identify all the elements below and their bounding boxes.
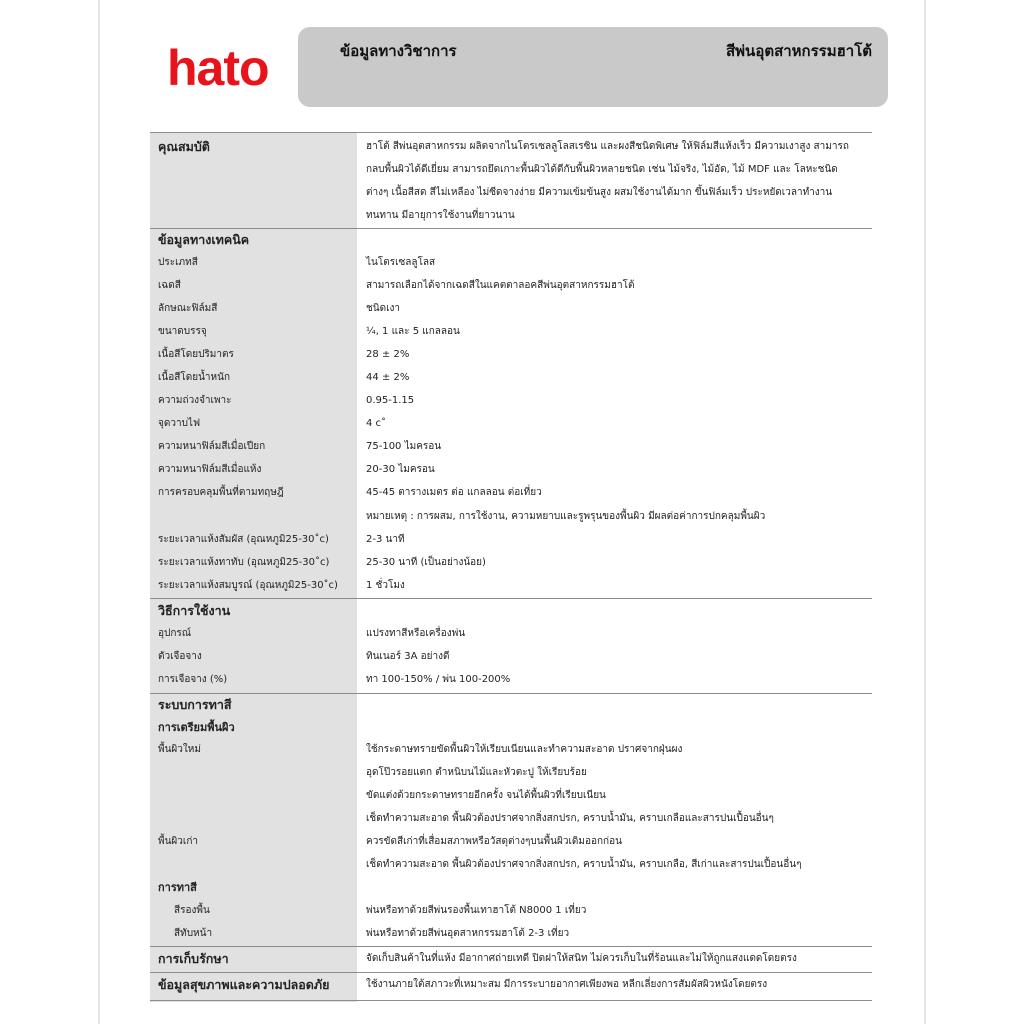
row-label: การครอบคลุมพื้นที่ตามทฤษฎี xyxy=(158,487,284,498)
row-value: ฮาโต้ สีพ่นอุตสาหกรรม ผลิตจากไนโตรเซลลูโลสเรซิน และผงสีชนิดพิเศษ ให้ฟิล์มสีแห้งเร็ว มีความเงาสูง สามารถ xyxy=(366,141,849,152)
row-label: การเก็บรักษา xyxy=(158,951,229,966)
row-value: พ่นหรือทาด้วยสีพ่นอุตสาหกรรมฮาโต้ 2-3 เที่ยว xyxy=(366,928,570,939)
row-label: จุดวาบไฟ xyxy=(158,418,201,429)
row-value: กลบพื้นผิวได้ดีเยี่ยม สามารถยึดเกาะพื้นผิวได้ดีกับพื้นผิวหลายชนิด เช่น ไม้จริง, ไม้อัด, ไม้ MDF และ โลหะชนิด xyxy=(366,164,838,175)
row-value: 45-45 ตารางเมตร ต่อ แกลลอน ต่อเที่ยว xyxy=(366,487,542,498)
row-value: เช็ดทำความสะอาด พื้นผิวต้องปราศจากสิ่งสกปรก, คราบน้ำมัน, คราบเกลือ, สีเก่าและสารปนเปื้อนอื่นๆ xyxy=(366,859,802,870)
row-value: ใช้งานภายใต้สภาวะที่เหมาะสม มีการระบายอากาศเพียงพอ หลีกเลี่ยงการสัมผัสผิวหนังโดยตรง xyxy=(366,979,768,990)
page-border-right xyxy=(924,0,926,1024)
row-label: ความหนาฟิล์มสีเมื่อแห้ง xyxy=(158,464,262,475)
row-value: ไนโตรเซลลูโลส xyxy=(366,257,436,268)
row-value: ควรขัดสีเก่าที่เสื่อมสภาพหรือวัสดุต่างๆบนพื้นผิวเดิมออกก่อน xyxy=(366,836,622,847)
row-label: ตัวเจือจาง xyxy=(158,651,202,662)
row-value: 1 ชั่วโมง xyxy=(366,580,405,591)
row-value: 75-100 ไมครอน xyxy=(366,441,442,452)
row-value: จัดเก็บสินค้าในที่แห้ง มีอากาศถ่ายเทดี ปิดฝาให้สนิท ไม่ควรเก็บในที่ร้อนและไม่ให้ถูกแสงแดดโดยตรง xyxy=(366,953,797,964)
header-banner xyxy=(298,27,888,107)
section-divider xyxy=(150,598,872,599)
row-label: ข้อมูลสุขภาพและความปลอดภัย xyxy=(158,977,330,992)
section-divider xyxy=(150,972,872,973)
row-label: คุณสมบัติ xyxy=(158,139,210,154)
row-value: ชนิดเงา xyxy=(366,303,401,314)
row-value: เช็ดทำความสะอาด พื้นผิวต้องปราศจากสิ่งสกปรก, คราบน้ำมัน, คราบเกลือและสารปนเปื้อนอื่นๆ xyxy=(366,813,774,824)
section-divider xyxy=(150,693,872,694)
spec-table xyxy=(150,132,872,1002)
row-value: หมายเหตุ : การผสม, การใช้งาน, ความหยาบและรูพรุนของพื้นผิว มีผลต่อค่าการปกคลุมพื้นผิว xyxy=(366,511,766,522)
row-label: เฉดสี xyxy=(158,280,181,291)
row-value: ทินเนอร์ 3A อย่างดี xyxy=(366,651,450,662)
row-label: วิธีการใช้งาน xyxy=(158,603,231,618)
row-value: ต่างๆ เนื้อสีสด สีไม่เหลือง ไม่ซีดจางง่าย มีความเข้มข้นสูง ผสมใช้งานได้มาก ขึ้นฟิล์มเร็ว ประหยัดเวลาทำงาน xyxy=(366,187,833,198)
row-value: 0.95-1.15 xyxy=(366,395,415,406)
document-type-title: ข้อมูลทางวิชาการ xyxy=(340,42,457,60)
section-divider xyxy=(150,132,872,133)
row-value: แปรงทาสีหรือเครื่องพ่น xyxy=(366,628,466,639)
row-label: เนื้อสีโดยน้ำหนัก xyxy=(158,372,231,383)
page-border-left xyxy=(98,0,100,1024)
row-label: ระยะเวลาแห้งสัมผัส (อุณหภูมิ25-30˚c) xyxy=(158,534,329,545)
section-divider xyxy=(150,1000,872,1001)
row-label: การเจือจาง (%) xyxy=(158,674,228,685)
product-title: สีพ่นอุตสาหกรรมฮาโต้ xyxy=(726,42,872,60)
row-label: ระยะเวลาแห้งทาทับ (อุณหภูมิ25-30˚c) xyxy=(158,557,330,568)
row-value: 20-30 ไมครอน xyxy=(366,464,435,475)
row-value: 44 ± 2% xyxy=(366,372,410,383)
row-label: การทาสี xyxy=(158,881,197,894)
row-label: พื้นผิวเก่า xyxy=(158,836,198,847)
row-value: ใช้กระดาษทรายขัดพื้นผิวให้เรียบเนียนและทำความสะอาด ปราศจากฝุ่นผง xyxy=(366,744,683,755)
row-label: อุปกรณ์ xyxy=(158,628,192,639)
row-value: ขัดแต่งด้วยกระดาษทรายอีกครั้ง จนได้พื้นผิวที่เรียบเนียน xyxy=(366,790,606,801)
row-label: พื้นผิวใหม่ xyxy=(158,744,201,755)
row-value: ทนทาน มีอายุการใช้งานที่ยาวนาน xyxy=(366,210,515,221)
row-value: 2-3 นาที xyxy=(366,534,405,545)
row-label: ลักษณะฟิล์มสี xyxy=(158,303,218,314)
section-divider xyxy=(150,946,872,947)
row-value: 25-30 นาที (เป็นอย่างน้อย) xyxy=(366,557,486,568)
hato-logo: hato xyxy=(167,40,269,96)
row-label: เนื้อสีโดยปริมาตร xyxy=(158,349,234,360)
row-label: ระบบการทาสี xyxy=(158,697,232,712)
row-value: ทา 100-150% / พ่น 100-200% xyxy=(366,674,511,685)
row-label: ข้อมูลทางเทคนิค xyxy=(158,232,250,247)
row-label: ความหนาฟิล์มสีเมื่อเปียก xyxy=(158,441,266,452)
row-label: ขนาดบรรจุ xyxy=(158,326,207,337)
row-value: อุดโป๊วรอยแตก ตำหนิบนไม้และหัวตะปู ให้เรียบร้อย xyxy=(366,767,587,778)
row-value: 4 c˚ xyxy=(366,418,387,429)
row-label: การเตรียมพื้นผิว xyxy=(158,721,235,734)
row-value: 28 ± 2% xyxy=(366,349,410,360)
row-label: สีทับหน้า xyxy=(174,928,213,939)
row-label: ประเภทสี xyxy=(158,257,198,268)
row-value: ¼, 1 และ 5 แกลลอน xyxy=(366,326,460,337)
row-label: สีรองพื้น xyxy=(174,905,210,916)
section-divider xyxy=(150,228,872,229)
row-value: พ่นหรือทาด้วยสีพ่นรองพื้นเทาฮาโต้ N8000 1 เที่ยว xyxy=(366,905,587,916)
row-label: ระยะเวลาแห้งสมบูรณ์ (อุณหภูมิ25-30˚c) xyxy=(158,580,338,591)
row-value: สามารถเลือกได้จากเฉดสีในแคตตาลอคสีพ่นอุตสาหกรรมฮาโต้ xyxy=(366,280,635,291)
row-label: ความถ่วงจำเพาะ xyxy=(158,395,232,406)
